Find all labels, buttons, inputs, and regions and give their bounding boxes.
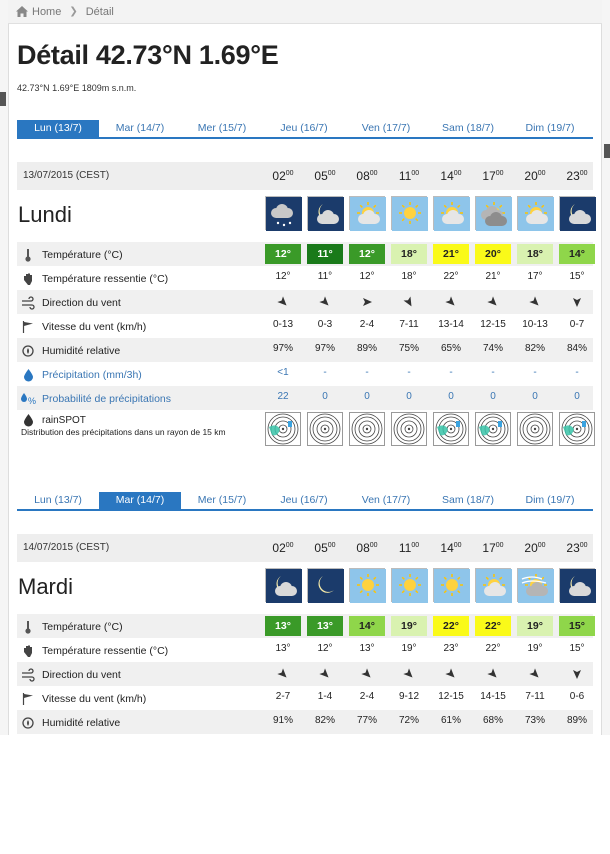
feel-label bbox=[21, 272, 168, 286]
temperature-cell: 18° bbox=[391, 244, 427, 264]
row-label-text: Direction du vent bbox=[42, 669, 121, 681]
humidity-cell: 82% bbox=[524, 343, 545, 354]
rainspot-map-icon[interactable] bbox=[307, 412, 343, 446]
precip-cell: - bbox=[407, 367, 411, 378]
day-tabs bbox=[17, 492, 593, 511]
hour-label: $08^{00}$ bbox=[356, 169, 378, 183]
wind-speed-row bbox=[17, 686, 593, 710]
hour-label: $20^{00}$ bbox=[524, 169, 546, 183]
sun-icon bbox=[391, 196, 427, 230]
precip_prob-cell: 0 bbox=[364, 391, 370, 402]
tab-day-6[interactable]: Dim (19/7) bbox=[525, 494, 575, 506]
humidity-cell: 89% bbox=[356, 343, 377, 354]
wind-icon bbox=[21, 296, 35, 310]
wind_speed-cell: 12-15 bbox=[480, 319, 506, 330]
feel-cell: 22° bbox=[443, 271, 459, 282]
tab-day-3[interactable]: Jeu (16/7) bbox=[280, 494, 328, 506]
rainspot-title bbox=[21, 413, 86, 427]
feel-cell: 19° bbox=[527, 643, 543, 654]
hour-label: $02^{00}$ bbox=[272, 541, 294, 555]
precip-cell: - bbox=[365, 367, 369, 378]
wind_speed-cell: 0-13 bbox=[272, 319, 293, 330]
tab-day-6[interactable]: Dim (19/7) bbox=[525, 122, 575, 134]
hour-label: $08^{00}$ bbox=[356, 541, 378, 555]
humidity-cell: 61% bbox=[440, 715, 461, 726]
moon-icon bbox=[307, 568, 343, 602]
wind_speed-cell: 0-3 bbox=[317, 319, 333, 330]
humidity-label bbox=[21, 344, 120, 358]
row-label-text: Humidité relative bbox=[42, 717, 121, 729]
hour-header bbox=[17, 534, 593, 562]
feel-cell: 22° bbox=[485, 643, 501, 654]
temperature-cell: 22° bbox=[475, 616, 511, 636]
tab-day-2[interactable]: Mer (15/7) bbox=[197, 494, 247, 506]
feel-label bbox=[21, 644, 168, 658]
feel-cell: 15° bbox=[569, 643, 585, 654]
moon-cloud-icon bbox=[559, 196, 595, 230]
precip-cell: - bbox=[491, 367, 495, 378]
humid-icon bbox=[21, 344, 35, 358]
flag-icon bbox=[21, 692, 35, 706]
feel-cell: 21° bbox=[485, 271, 501, 282]
humid-icon bbox=[21, 716, 35, 730]
wind_speed-cell: 9-12 bbox=[398, 691, 419, 702]
temperature-cell: 13° bbox=[265, 616, 301, 636]
humidity-cell: 91% bbox=[272, 715, 293, 726]
temperature-row bbox=[17, 242, 593, 266]
temp-label bbox=[21, 620, 123, 634]
wind_speed-cell: 1-4 bbox=[317, 691, 333, 702]
precip_prob-label[interactable] bbox=[21, 392, 171, 406]
row-label-text: Probabilité de précipitations bbox=[42, 393, 171, 405]
precip_prob-cell: 0 bbox=[406, 391, 412, 402]
temperature-row bbox=[17, 614, 593, 638]
precip_prob-cell: 0 bbox=[448, 391, 454, 402]
hour-label: $02^{00}$ bbox=[272, 169, 294, 183]
temperature-cell: 14° bbox=[349, 616, 385, 636]
feel-cell: 13° bbox=[275, 643, 291, 654]
hour-label: $17^{00}$ bbox=[482, 541, 504, 555]
precip_prob-cell: 0 bbox=[322, 391, 328, 402]
humidity-row bbox=[17, 338, 593, 362]
rainspot-map-icon[interactable] bbox=[433, 412, 469, 446]
wind-arrow-icon bbox=[517, 669, 553, 682]
day-tabs bbox=[17, 120, 593, 139]
rainspot-map-icon[interactable] bbox=[391, 412, 427, 446]
tab-day-1[interactable]: Mar (14/7) bbox=[115, 122, 165, 134]
hour-label: $05^{00}$ bbox=[314, 169, 336, 183]
temperature-cell: 22° bbox=[433, 616, 469, 636]
rainspot-map-icon[interactable] bbox=[265, 412, 301, 446]
wind_speed-label bbox=[21, 320, 146, 334]
wind-arrow-icon bbox=[433, 297, 469, 310]
row-label-text: Vitesse du vent (km/h) bbox=[42, 693, 147, 705]
temperature-cell: 21° bbox=[433, 244, 469, 264]
wind_speed-cell: 14-15 bbox=[480, 691, 506, 702]
left-edge-marker bbox=[0, 92, 6, 106]
humidity-cell: 68% bbox=[482, 715, 503, 726]
forecast-day bbox=[17, 534, 593, 854]
humidity-cell: 97% bbox=[272, 343, 293, 354]
sun-icon bbox=[391, 568, 427, 602]
moon-cloud-icon bbox=[265, 568, 301, 602]
sun-cloud-icon bbox=[517, 196, 553, 230]
wind_speed-cell: 2-4 bbox=[359, 319, 375, 330]
wind-icon bbox=[21, 668, 35, 682]
row-label-text: Température ressentie (°C) bbox=[42, 273, 169, 285]
row-label-text: Température (°C) bbox=[42, 249, 123, 261]
tab-day-0[interactable]: Lun (13/7) bbox=[34, 494, 82, 506]
precip-cell: - bbox=[323, 367, 327, 378]
wind-arrow-icon bbox=[391, 297, 427, 310]
wind_speed-cell: 0-7 bbox=[569, 319, 585, 330]
tab-day-4[interactable]: Ven (17/7) bbox=[361, 494, 411, 506]
temperature-cell: 13° bbox=[307, 616, 343, 636]
breadcrumb bbox=[8, 0, 602, 24]
temperature-cell: 14° bbox=[559, 244, 595, 264]
hour-label: $05^{00}$ bbox=[314, 541, 336, 555]
wind_speed-cell: 2-7 bbox=[275, 691, 291, 702]
rainspot-row bbox=[17, 410, 593, 450]
wind-arrow-icon bbox=[265, 669, 301, 682]
moon-cloud-icon bbox=[307, 196, 343, 230]
humidity-cell: 72% bbox=[398, 715, 419, 726]
thermo-icon bbox=[21, 248, 35, 262]
rainspot-map-icon[interactable] bbox=[559, 412, 595, 446]
drop-icon bbox=[21, 368, 35, 382]
sun-cloud-icon bbox=[475, 568, 511, 602]
breadcrumb-current: Détail bbox=[85, 5, 114, 18]
hour-label: $11^{00}$ bbox=[398, 169, 420, 183]
humidity-label bbox=[21, 716, 120, 730]
precip_prob-cell: 22 bbox=[277, 391, 289, 402]
feels-like-row bbox=[17, 266, 593, 290]
wind-arrow-icon bbox=[433, 669, 469, 682]
wind_speed-label bbox=[21, 692, 146, 706]
wind_speed-cell: 13-14 bbox=[438, 319, 464, 330]
tab-day-1[interactable]: Mar (14/7) bbox=[99, 492, 181, 509]
thermo-icon bbox=[21, 620, 35, 634]
row-label-text: Température (°C) bbox=[42, 621, 123, 633]
hour-label: $23^{00}$ bbox=[566, 541, 588, 555]
sun-cloud-icon bbox=[433, 196, 469, 230]
feel-cell: 12° bbox=[317, 643, 333, 654]
rainspot-label: rainSPOT bbox=[42, 414, 86, 426]
temperature-cell: 15° bbox=[559, 616, 595, 636]
humidity-row bbox=[17, 710, 593, 734]
page-title: Détail 42.73°N 1.69°E bbox=[17, 40, 279, 70]
cloud-sun-heavy-icon bbox=[475, 196, 511, 230]
precip_prob-cell: 0 bbox=[490, 391, 496, 402]
cloud-wind-icon bbox=[517, 568, 553, 602]
humidity-cell: 74% bbox=[482, 343, 503, 354]
precip-label[interactable] bbox=[21, 368, 142, 382]
humidity-cell: 65% bbox=[440, 343, 461, 354]
tab-day-3[interactable]: Jeu (16/7) bbox=[280, 122, 328, 134]
temperature-cell: 20° bbox=[475, 244, 511, 264]
hour-label: $23^{00}$ bbox=[566, 169, 588, 183]
humidity-cell: 82% bbox=[314, 715, 335, 726]
wind_speed-cell: 7-11 bbox=[525, 691, 545, 702]
feel-cell: 12° bbox=[359, 271, 375, 282]
hour-header bbox=[17, 162, 593, 190]
wind-speed-row bbox=[17, 314, 593, 338]
humidity-cell: 73% bbox=[524, 715, 545, 726]
precip-probability-row bbox=[17, 386, 593, 410]
humidity-cell: 84% bbox=[566, 343, 587, 354]
temperature-cell: 12° bbox=[349, 244, 385, 264]
humidity-cell: 89% bbox=[566, 715, 587, 726]
location-subtitle: 42.73°N 1.69°E 1809m s.n.m. bbox=[17, 83, 137, 93]
moon-cloud-icon bbox=[559, 568, 595, 602]
wind-arrow-icon bbox=[307, 669, 343, 682]
temperature-cell: 19° bbox=[391, 616, 427, 636]
wind-arrow-icon bbox=[475, 297, 511, 310]
feel-cell: 12° bbox=[275, 271, 291, 282]
wind_speed-cell: 2-4 bbox=[359, 691, 375, 702]
wind-arrow-icon bbox=[265, 297, 301, 310]
wind-arrow-icon bbox=[559, 669, 595, 682]
row-label-text: Précipitation (mm/3h) bbox=[42, 369, 142, 381]
wind_dir-label bbox=[21, 296, 121, 310]
chevron-right-icon: ❯ bbox=[69, 6, 78, 17]
percent-icon bbox=[21, 392, 35, 406]
rainspot-map-icon[interactable] bbox=[517, 412, 553, 446]
precipitation-row bbox=[17, 362, 593, 386]
wind-direction-row bbox=[17, 662, 593, 686]
row-label-text: Vitesse du vent (km/h) bbox=[42, 321, 147, 333]
tab-day-5[interactable]: Sam (18/7) bbox=[442, 494, 494, 506]
temperature-cell: 19° bbox=[517, 616, 553, 636]
forecast-day bbox=[17, 162, 593, 482]
feel-cell: 11° bbox=[317, 271, 333, 282]
temp-label bbox=[21, 248, 123, 262]
wind-arrow-icon bbox=[475, 669, 511, 682]
temperature-cell: 11° bbox=[307, 244, 343, 264]
humidity-cell: 77% bbox=[356, 715, 377, 726]
precip_prob-cell: 0 bbox=[574, 391, 580, 402]
rainspot-map-icon[interactable] bbox=[475, 412, 511, 446]
wind-direction-row bbox=[17, 290, 593, 314]
sun-cloud-icon bbox=[349, 196, 385, 230]
wind-arrow-icon bbox=[517, 297, 553, 310]
sun-icon bbox=[433, 568, 469, 602]
precip_prob-cell: 0 bbox=[532, 391, 538, 402]
hour-label: $14^{00}$ bbox=[440, 541, 462, 555]
cloud-night-snow-icon bbox=[265, 196, 301, 230]
wind_speed-cell: 7-11 bbox=[399, 319, 419, 330]
wind_speed-cell: 12-15 bbox=[438, 691, 464, 702]
temperature-cell: 12° bbox=[265, 244, 301, 264]
wind-arrow-icon bbox=[349, 669, 385, 682]
precip-cell: <1 bbox=[277, 367, 289, 378]
right-edge-marker bbox=[604, 144, 610, 158]
rainspot-description: Distribution des précipitations dans un rayon de 15 km bbox=[21, 427, 226, 437]
hand-icon bbox=[21, 644, 35, 658]
wind_speed-cell: 0-6 bbox=[569, 691, 585, 702]
humidity-cell: 97% bbox=[314, 343, 335, 354]
precip-cell: - bbox=[449, 367, 453, 378]
forecast-date: 13/07/2015 (CEST) bbox=[23, 170, 110, 181]
feel-cell: 15° bbox=[569, 271, 585, 282]
feel-cell: 19° bbox=[401, 643, 417, 654]
temperature-cell: 18° bbox=[517, 244, 553, 264]
feels-like-row bbox=[17, 638, 593, 662]
row-label-text: Direction du vent bbox=[42, 297, 121, 309]
day-name: Mardi bbox=[18, 574, 74, 599]
wind-arrow-icon bbox=[559, 297, 595, 310]
feel-cell: 17° bbox=[527, 271, 543, 282]
home-icon[interactable] bbox=[16, 6, 28, 17]
hour-label: $11^{00}$ bbox=[398, 541, 420, 555]
wind-arrow-icon bbox=[349, 297, 385, 310]
humidity-cell: 75% bbox=[398, 343, 419, 354]
row-label-text: Température ressentie (°C) bbox=[42, 645, 169, 657]
wind_speed-cell: 10-13 bbox=[522, 319, 548, 330]
tab-day-2[interactable]: Mer (15/7) bbox=[197, 122, 247, 134]
day-name: Lundi bbox=[18, 202, 72, 227]
rainspot-map-icon[interactable] bbox=[349, 412, 385, 446]
tab-day-0[interactable]: Lun (13/7) bbox=[17, 120, 99, 137]
tab-day-4[interactable]: Ven (17/7) bbox=[361, 122, 411, 134]
hour-label: $17^{00}$ bbox=[482, 169, 504, 183]
feel-cell: 18° bbox=[401, 271, 417, 282]
hour-label: $20^{00}$ bbox=[524, 541, 546, 555]
svg-text:%: % bbox=[28, 396, 37, 406]
feel-cell: 13° bbox=[359, 643, 375, 654]
hand-icon bbox=[21, 272, 35, 286]
precip-cell: - bbox=[575, 367, 579, 378]
flag-icon bbox=[21, 320, 35, 334]
sun-icon bbox=[349, 568, 385, 602]
wind-arrow-icon bbox=[307, 297, 343, 310]
forecast-date: 14/07/2015 (CEST) bbox=[23, 542, 110, 553]
wind_dir-label bbox=[21, 668, 121, 682]
tab-day-5[interactable]: Sam (18/7) bbox=[442, 122, 494, 134]
wind-arrow-icon bbox=[391, 669, 427, 682]
breadcrumb-home-link[interactable]: Home bbox=[32, 5, 62, 18]
precip-cell: - bbox=[533, 367, 537, 378]
hour-label: $14^{00}$ bbox=[440, 169, 462, 183]
row-label-text: Humidité relative bbox=[42, 345, 121, 357]
drop-icon bbox=[21, 413, 35, 427]
feel-cell: 23° bbox=[443, 643, 459, 654]
